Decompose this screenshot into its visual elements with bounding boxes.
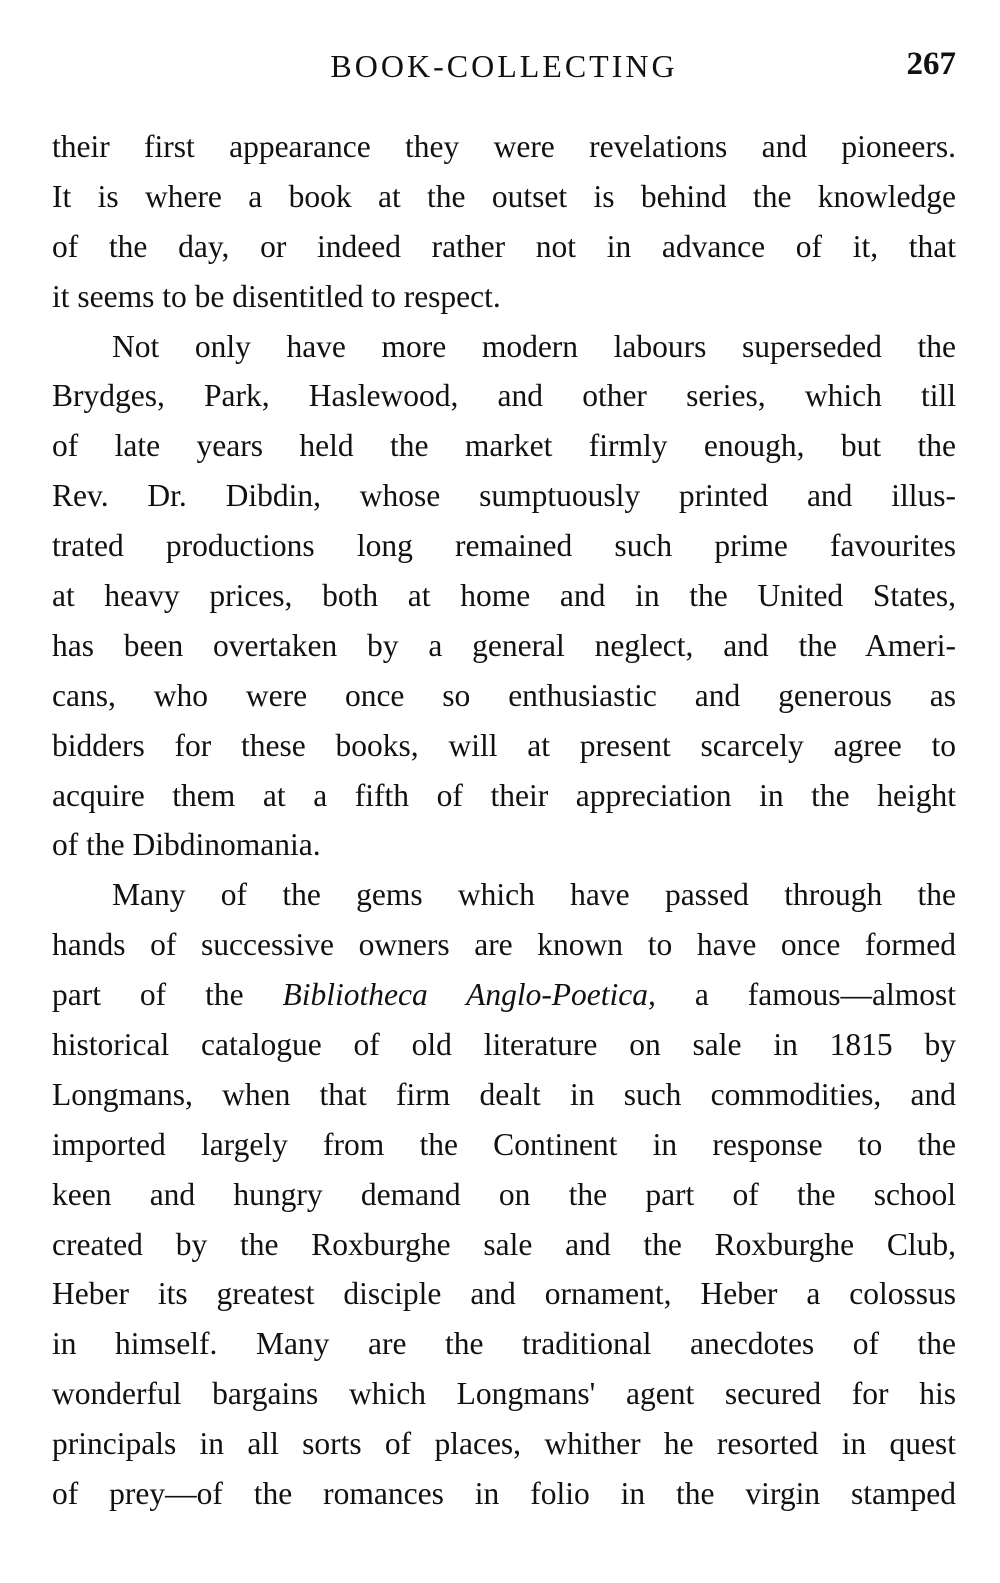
text-line: imported largely from the Continent in response to the <box>52 1126 956 1162</box>
running-title: BOOK-COLLECTING <box>330 48 678 84</box>
text-line: created by the Roxburghe sale and the Roxburghe Club, <box>52 1226 956 1262</box>
text-line: trated productions long remained such prime favourites <box>52 528 956 564</box>
text-line: wonderful bargains which Longmans' agent secured for his <box>52 1376 956 1412</box>
text-line: of the Dibdinomania. <box>52 827 321 863</box>
text-line: hands of successive owners are known to have once formed <box>52 927 956 963</box>
book-page <box>52 40 956 1519</box>
text-segment: part of the <box>52 977 283 1013</box>
text-line: cans, who were once so enthusiastic and generous as <box>52 677 956 713</box>
text-line: Rev. Dr. Dibdin, whose sumptuously printed and illus- <box>52 478 956 514</box>
body-text <box>52 122 956 1519</box>
text-line: historical catalogue of old literature on sale in 1815 by <box>52 1027 956 1063</box>
text-line: Heber its greatest disciple and ornament, Heber a colossus <box>52 1276 956 1312</box>
text-line: of the day, or indeed rather not in advance of it, that <box>52 228 956 264</box>
text-line: of late years held the market firmly enough, but the <box>52 428 956 464</box>
text-line: at heavy prices, both at home and in the United States, <box>52 578 956 614</box>
book-title-italic: Bibliotheca Anglo-Poetica, <box>282 977 656 1013</box>
text-line: Many of the gems which have passed through the <box>112 877 956 913</box>
text-line: acquire them at a fifth of their appreciation in the height <box>52 777 956 813</box>
text-segment: a famous—almost <box>655 977 956 1013</box>
text-line: Brydges, Park, Haslewood, and other series, which till <box>52 378 956 414</box>
text-line: principals in all sorts of places, whither he resorted in quest <box>52 1426 956 1462</box>
text-line: keen and hungry demand on the part of the school <box>52 1176 956 1212</box>
text-line: Longmans, when that firm dealt in such commodities, and <box>52 1076 956 1112</box>
page-number: 267 <box>906 46 956 82</box>
text-line: bidders for these books, will at present scarcely agree to <box>52 727 956 763</box>
text-line: It is where a book at the outset is behind the knowledge <box>52 178 956 214</box>
text-line: in himself. Many are the traditional anecdotes of the <box>52 1326 956 1362</box>
text-line: it seems to be disentitled to respect. <box>52 278 501 314</box>
text-line: has been overtaken by a general neglect, and the Ameri- <box>52 627 956 663</box>
text-line <box>52 970 956 1020</box>
text-line: their first appearance they were revelations and pioneers. <box>52 129 956 164</box>
text-line: of prey—of the romances in folio in the virgin stamped <box>52 1476 956 1512</box>
text-line: Not only have more modern labours superseded the <box>112 328 956 364</box>
running-header <box>52 40 956 100</box>
